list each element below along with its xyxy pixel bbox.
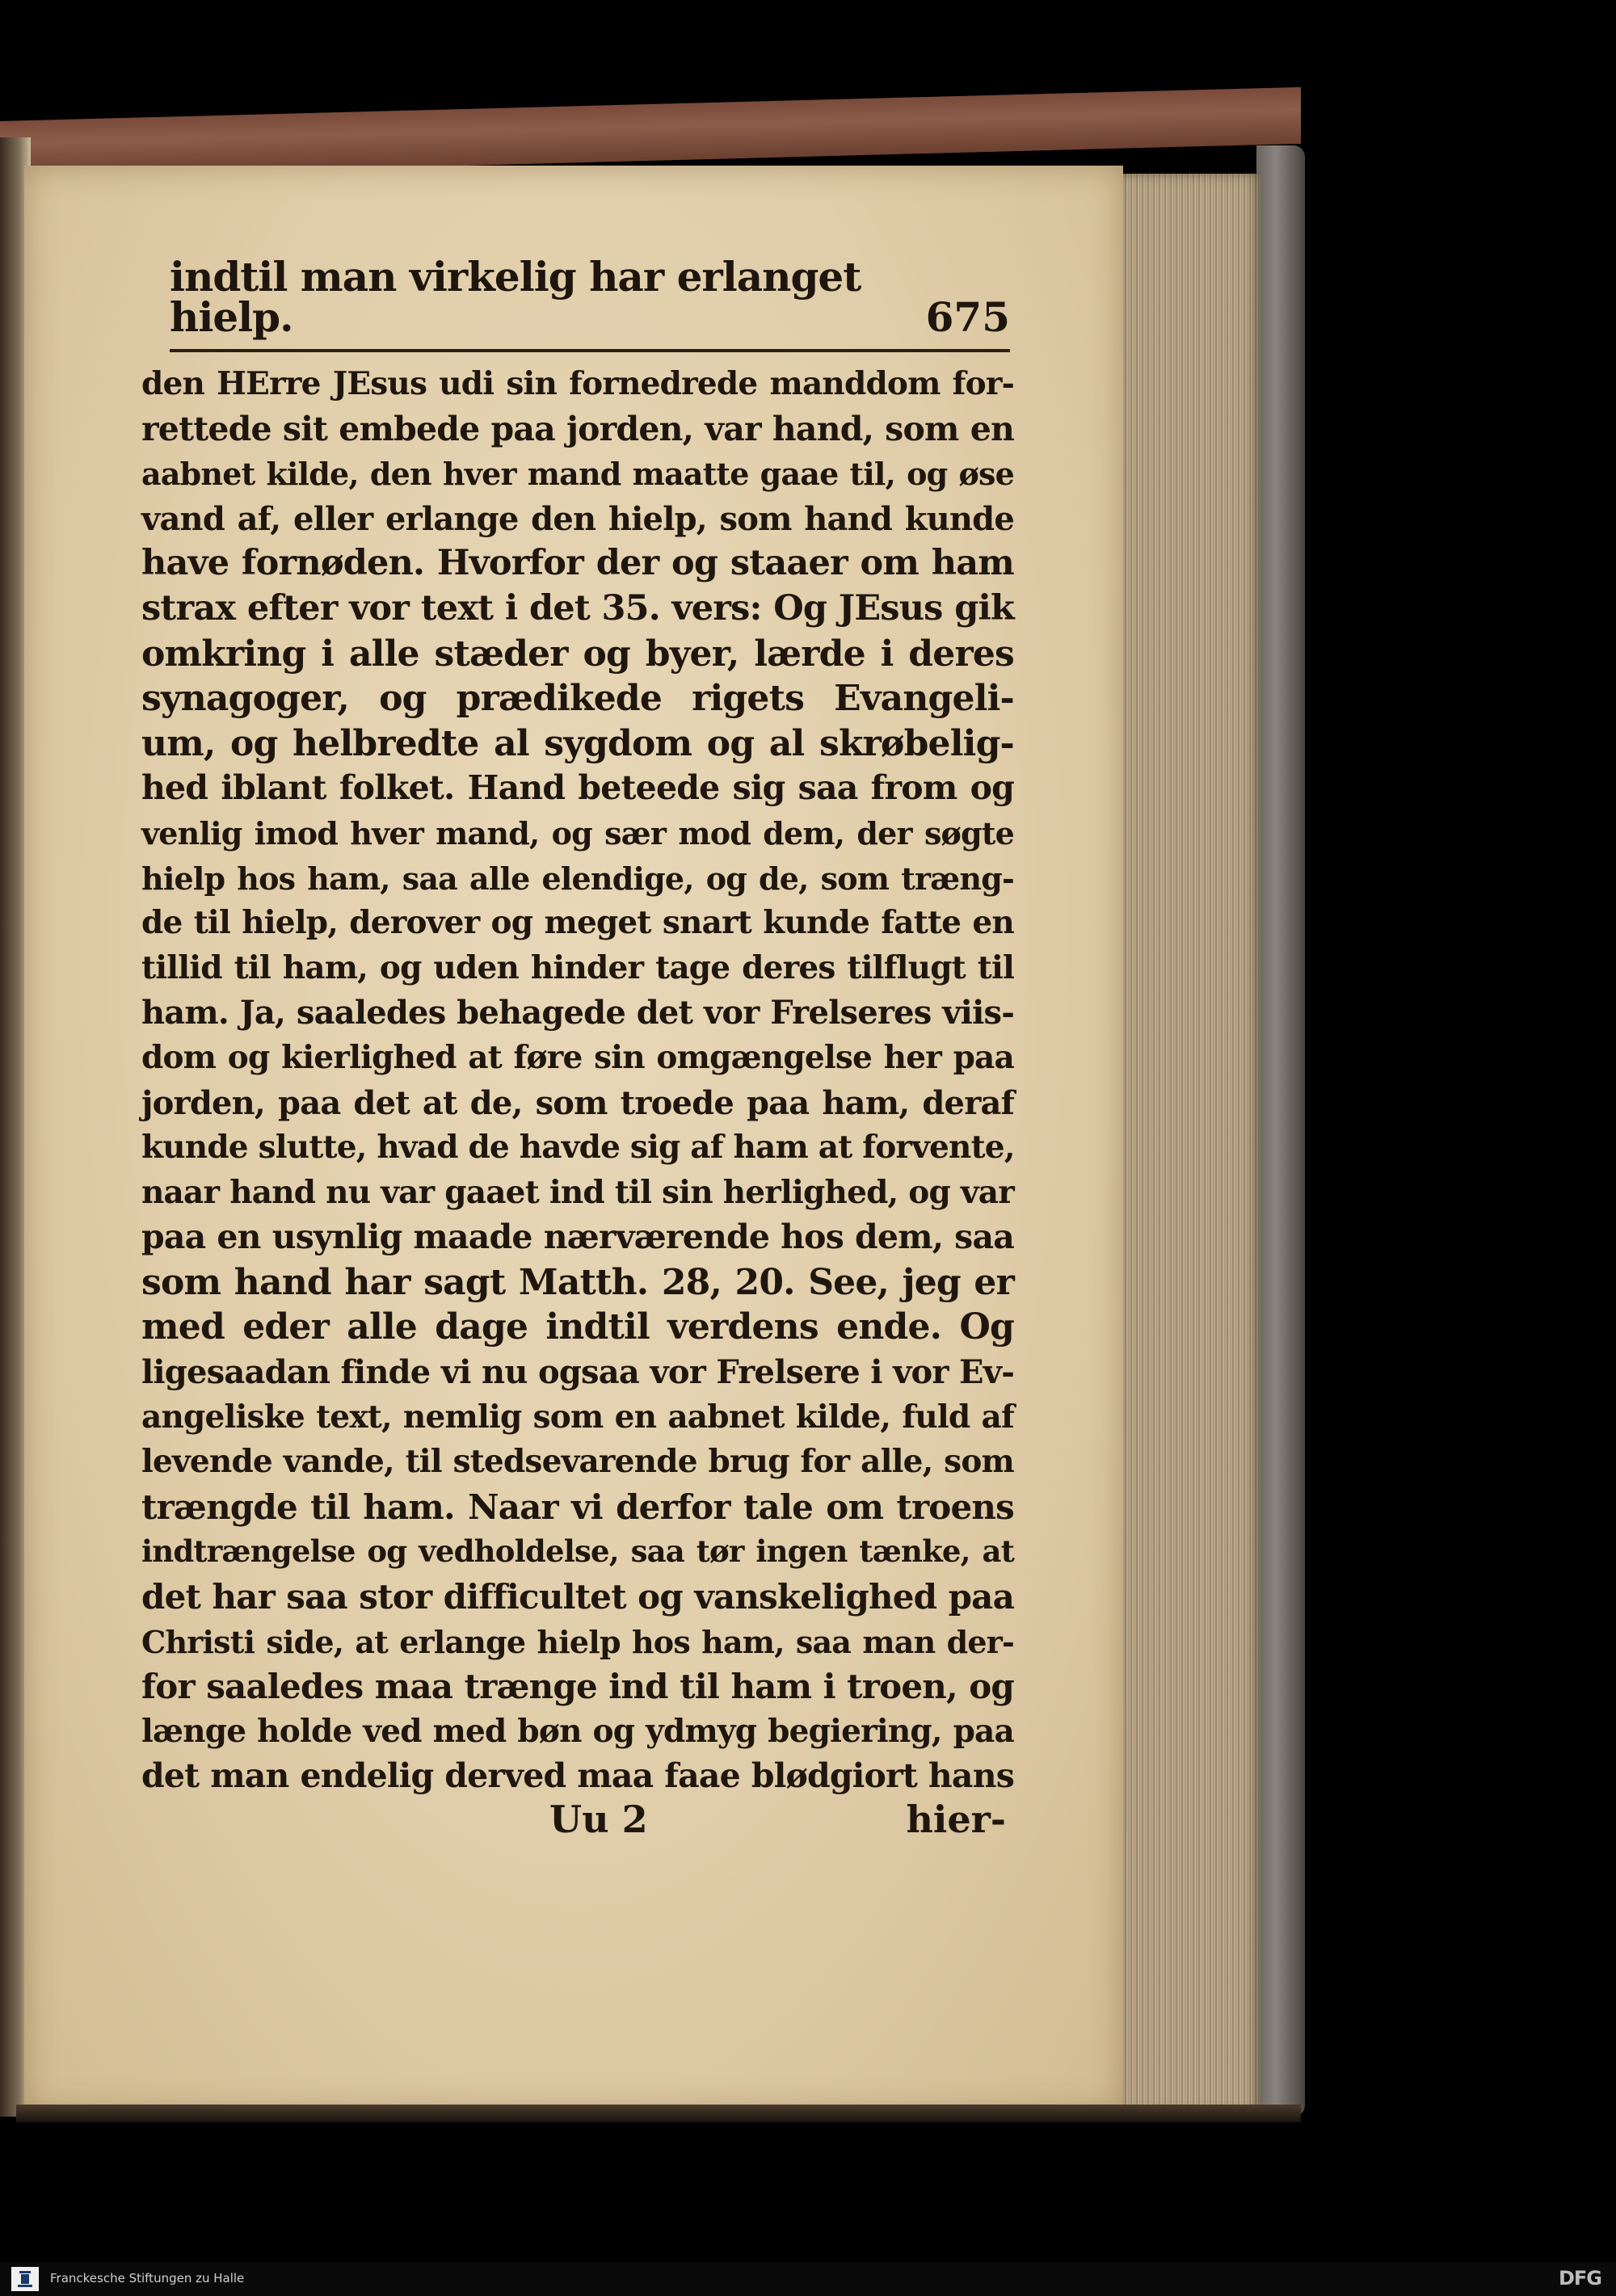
text-line: længe holde ved med bøn og ydmyg begiering, paa [141,1712,1014,1750]
book-cover-edge [1256,145,1305,2117]
text-line: jorden, paa det at de, som troede paa ham, deraf [141,1083,1014,1122]
page-block-edges [1123,174,1260,2113]
text-line: rettede sit embede paa jorden, var hand, som en [141,409,1014,448]
text-line: tillid til ham, og uden hinder tage deres tilflugt til [141,948,1014,986]
page-foot [141,1798,1014,1846]
page-number: 675 [925,293,1010,341]
text-line: det man endelig derved maa faae blødgiort hans [141,1756,1014,1796]
institution-logo-icon [11,2267,39,2291]
text-line: have fornøden. Hvorfor der og staaer om ham [141,543,1014,584]
book-bottom-edge [16,2105,1301,2122]
dfg-logo: DFG [1558,2267,1601,2290]
text-line: naar hand nu var gaaet ind til sin herlighed, og var [141,1173,1014,1211]
institution-name: Franckesche Stiftungen zu Halle [50,2271,245,2285]
catchword: hier- [906,1798,1006,1841]
text-line: hed iblant folket. Hand beteede sig saa from og [141,768,1014,808]
text-line: de til hielp, derover og meget snart kunde fatte en [141,904,1014,942]
text-line: venlig imod hver mand, og sær mod dem, der søgte [141,814,1014,852]
text-line: paa en usynlig maade nærværende hos dem, saa [141,1217,1014,1257]
text-line: ham. Ja, saaledes behagede det vor Frelseres viis- [141,994,1014,1032]
text-line: det har saa stor difficultet og vanskelighed paa [141,1577,1014,1617]
body-text [141,362,1014,1799]
viewer-footer [0,2262,1616,2296]
text-line: med eder alle dage indtil verdens ende. Og [141,1306,1014,1348]
running-head-title: indtil man virkelig har erlanget hielp. [170,253,861,341]
text-line: ligesaadan finde vi nu ogsaa vor Frelsere i vor Ev- [141,1353,1014,1392]
running-head [170,253,1010,341]
text-line: omkring i alle stæder og byer, lærde i deres [141,633,1014,675]
text-line: um, og helbredte al sygdom og al skrøbelig- [141,722,1014,764]
signature-mark: Uu 2 [549,1798,648,1841]
text-line: hielp hos ham, saa alle elendige, og de, som træng- [141,860,1014,897]
text-line: strax efter vor text i det 35. vers: Og JEsus gik [141,587,1014,629]
text-line: Christi side, at erlange hielp hos ham, saa man der- [141,1623,1014,1660]
text-line: vand af, eller erlange den hielp, som hand kunde [141,499,1014,538]
text-line: aabnet kilde, den hver mand maatte gaae til, og øse [141,456,1014,493]
text-line: som hand har sagt Matth. 28, 20. See, jeg er [141,1261,1014,1303]
text-line: levende vande, til stedsevarende brug for alle, som [141,1443,1014,1481]
text-line: dom og kierlighed at føre sin omgængelse her paa [141,1038,1014,1076]
text-line: den HErre JEsus udi sin fornedrede manddom for- [141,365,1014,402]
book-top-edge [0,87,1301,178]
text-line: indtrængelse og vedholdelse, saa tør ingen tænke, at [141,1533,1014,1570]
head-rule [170,349,1010,352]
text-line: trængde til ham. Naar vi derfor tale om troens [141,1487,1014,1527]
text-line: synagoger, og prædikede rigets Evangeli- [141,678,1014,720]
text-line: kunde slutte, hvad de havde sig af ham at forvente, [141,1129,1015,1167]
text-line: for saaledes maa trænge ind til ham i troen, og [141,1667,1014,1707]
text-line: angeliske text, nemlig som en aabnet kilde, fuld af [141,1398,1014,1436]
